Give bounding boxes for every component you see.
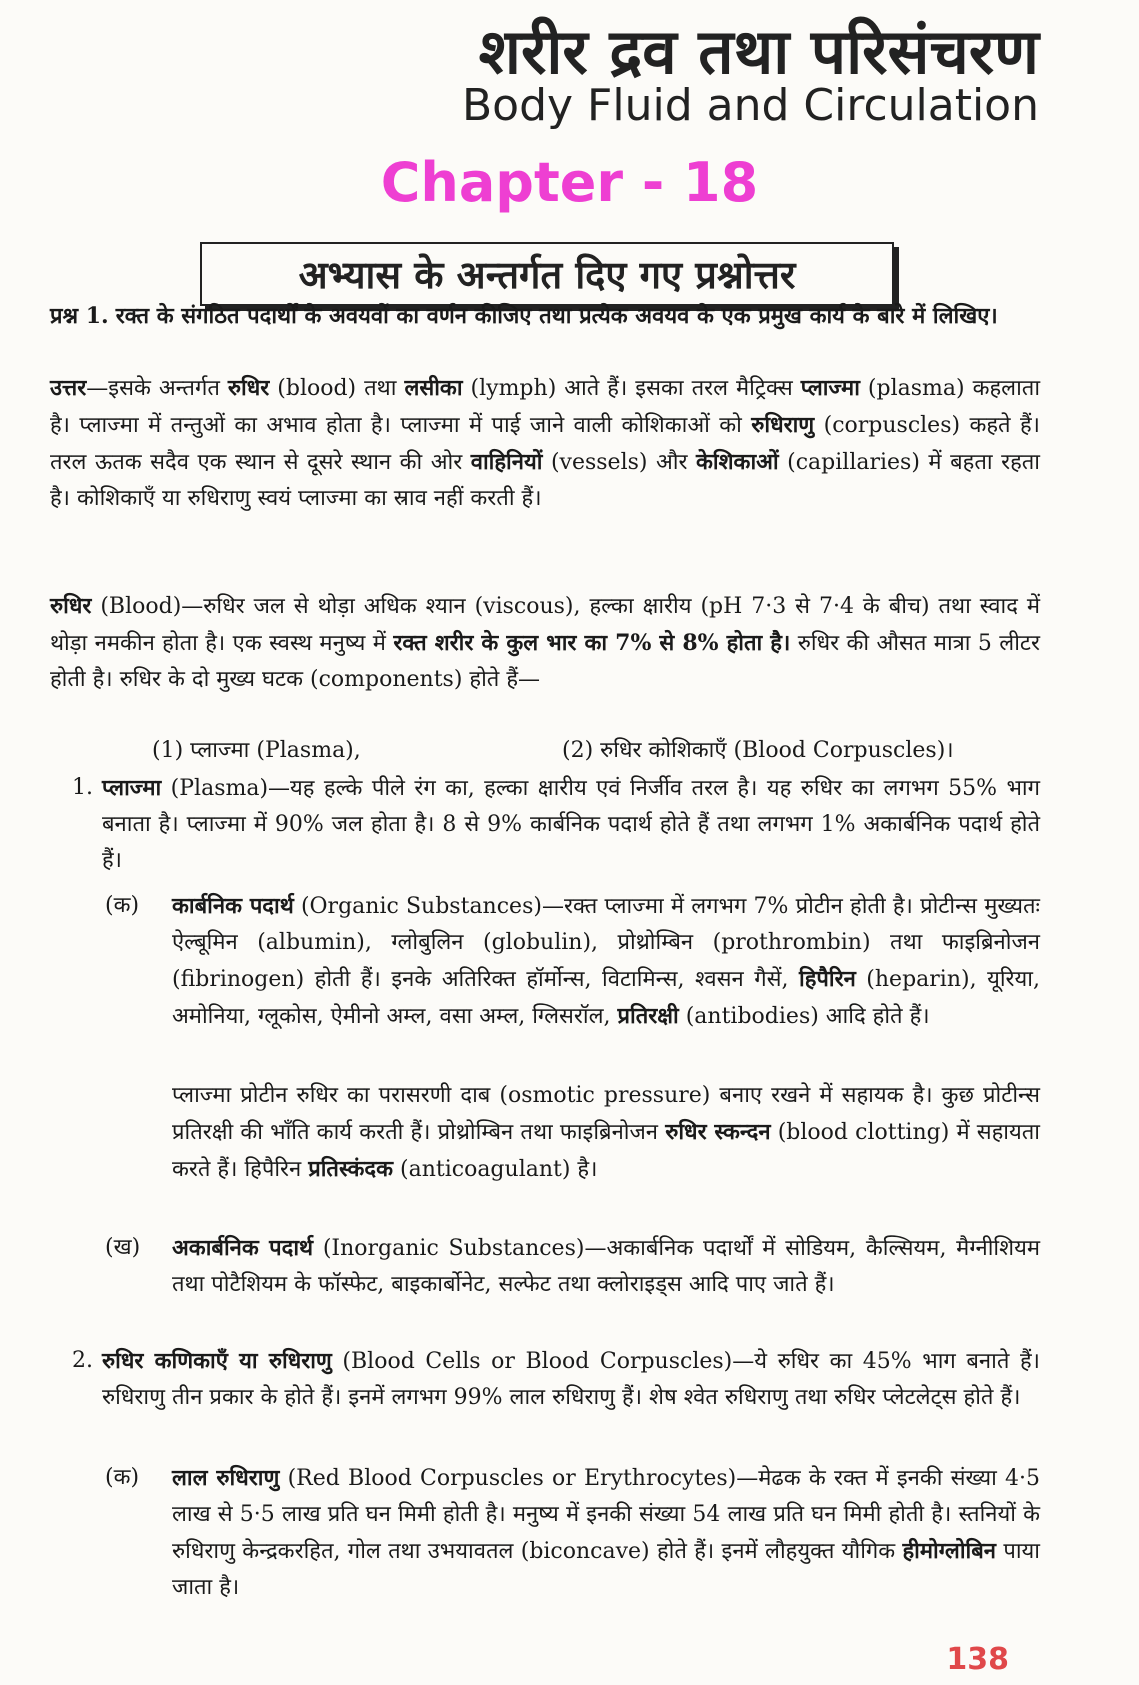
component-1: (1) प्लाज्मा (Plasma), [152, 738, 361, 763]
text-run: (Red Blood Corpuscles or Erythrocytes)—मेढक के रक्त में इनकी संख्या 4·5 लाख से 5·5 लाख प्रति घन मिमी होती है। मनुष्य में इनकी संख्या 54 लाख प्रति घन मिमी होती है। स्तनियों के रुधिराणु केन्द्रकरहित, गोल तथा उभयावतल (biconcave) होते हैं। इनमें लौहयुक्त यौगिक [172, 1466, 1041, 1564]
text-run: (vessels) और [542, 450, 696, 475]
item-number-1: 1. [72, 775, 93, 800]
plasma-paragraph [102, 770, 1040, 879]
text-run: (corpuscles) कहते हैं। तरल ऊतक सदैव एक स्थान से दूसरे स्थान की ओर [50, 413, 1041, 475]
answer-paragraph [50, 370, 1040, 517]
text-run: (Blood Cells or Blood Corpuscles)—ये रुधिर का 45% भाग बनाते हैं। रुधिराणु तीन प्रकार के होते हैं। इनमें लगभग 99% लाल रुधिराणु हैं। शेष श्वेत रुधिराणु तथा रुधिर प्लेटलेट्स होते हैं। [102, 1349, 1040, 1410]
component-2: (2) रुधिर कोशिकाएँ (Blood Corpuscles)। [562, 738, 954, 763]
text-run: —इसके अन्तर्गत [86, 376, 228, 401]
term: प्रतिरक्षी [617, 1003, 679, 1029]
text-run: (blood) तथा [269, 376, 405, 401]
text-run: (anticoagulant) है। [393, 1157, 598, 1182]
item-number-2: 2. [72, 1348, 93, 1373]
chapter-title-hindi: शरीर द्रव तथा परिसंचरण [478, 15, 1039, 88]
text-run: (Blood)—रुधिर जल से थोड़ा अधिक श्यान (viscous), हल्का क्षारीय (pH 7·3 से 7·4 के बीच) तथा स्वाद में थोड़ा नमकीन होता है। एक स्वस्थ मनुष्य में [50, 594, 1040, 656]
term: रुधिर [50, 593, 92, 619]
text-run: पाया जाता है। [172, 1539, 1040, 1600]
inorganic-paragraph [172, 1230, 1040, 1303]
page-number: 138 [946, 1642, 1009, 1677]
term: कार्बनिक पदार्थ [172, 893, 294, 919]
term: रुधिर कणिकाएँ या रुधिराणु [102, 1348, 332, 1374]
text-run: (lymph) आते हैं। इसका तरल मैट्रिक्स [462, 376, 801, 401]
organic-paragraph [172, 888, 1040, 1035]
sub-label-ka: (क) [105, 893, 140, 918]
sub-label-ka-rbc: (क) [105, 1465, 140, 1490]
term: रुधिर स्कन्दन [665, 1119, 771, 1145]
term: प्लाज्मा [102, 775, 162, 801]
term: हीमोग्लोबिन [902, 1538, 997, 1564]
text-run: (capillaries) में बहता रहता है। कोशिकाएँ या रुधिराणु स्वयं प्लाज्मा का स्राव नहीं करती हैं। [50, 450, 1040, 511]
answer-label: उत्तर [50, 375, 87, 401]
sub-label-kha: (ख) [105, 1235, 141, 1260]
text-run: (heparin), यूरिया, अमोनिया, ग्लूकोस, ऐमीनो अम्ल, वसा अम्ल, ग्लिसरॉल, [172, 967, 1040, 1029]
text-run: प्लाज्मा प्रोटीन रुधिर का परासरणी दाब (osmotic pressure) बनाए रखने में सहायक है। कुछ प्रोटीन्स प्रतिरक्षी की भाँति कार्य करती हैं। प्रोथ्रोम्बिन तथा फाइब्रिनोजन [172, 1083, 1040, 1145]
term: केशिकाओं [696, 449, 779, 475]
term: रुधिराणु [751, 412, 815, 438]
text-run: (antibodies) आदि होते हैं। [678, 1004, 930, 1029]
term: प्रतिस्कंदक [308, 1156, 394, 1182]
question-1 [50, 298, 1139, 335]
text-run: (Organic Substances)—रक्त प्लाज्मा में लगभग 7% प्रोटीन होती है। प्रोटीन्स मुख्यतः ऐल्बूमिन (albumin), ग्लोबुलिन (globulin), प्रोथ्रोम्बिन (prothrombin) तथा फाइब्रिनोजन (fibrinogen) होती हैं। इनके अतिरिक्त हॉर्मोन्स, विटामिन्स, श्वसन गैसें, [172, 894, 1040, 992]
rbc-paragraph [172, 1460, 1040, 1606]
term: अकार्बनिक पदार्थ [172, 1235, 314, 1261]
text-run: (blood clotting) में सहायता करते हैं। हिपैरिन [172, 1120, 1041, 1182]
blood-paragraph [50, 588, 1040, 698]
chapter-number: Chapter - 18 [380, 151, 759, 214]
term: वाहिनियों [470, 449, 543, 475]
term: हिपैरिन [799, 966, 856, 992]
term: लसीका [404, 375, 463, 401]
question-text: रक्त के संगठित पदार्थों के अवयवों का वर्णन कीजिए तथा प्रत्येक अवयव के एक प्रमुख कार्य के बारे में लिखिए। [115, 303, 998, 329]
term: लाल रुधिराणु [172, 1465, 280, 1491]
text-run: (Inorganic Substances)—अकार्बनिक पदार्थों में सोडियम, कैल्सियम, मैग्नीशियम तथा पोटैशियम के फॉस्फेट, बाइकार्बोनेट, सल्फेट तथा क्लोराइड्स आदि पाए जाते हैं। [172, 1236, 1040, 1297]
text-run: रुधिर की औसत मात्रा 5 लीटर होती है। रुधिर के दो मुख्य घटक (components) होते हैं— [50, 631, 1040, 692]
text-run: (Plasma)—यह हल्के पीले रंग का, हल्का क्षारीय एवं निर्जीव तरल है। यह रुधिर का लगभग 55% भाग बनाता है। प्लाज्मा में 90% जल होता है। 8 से 9% कार्बनिक पदार्थ होते हैं तथा लगभग 1% अकार्बनिक पदार्थ होते हैं। [102, 776, 1040, 873]
chapter-title-english: Body Fluid and Circulation [461, 80, 1039, 131]
term: रक्त शरीर के कुल भार का 7% से 8% होता है। [393, 630, 791, 656]
blood-cells-paragraph [102, 1343, 1040, 1416]
section-heading-box: अभ्यास के अन्तर्गत दिए गए प्रश्नोत्तर [200, 242, 894, 306]
question-label: प्रश्न 1. [50, 303, 109, 329]
text-run: (plasma) कहलाता है। प्लाज्मा में तन्तुओं का अभाव होता है। प्लाज्मा में पाई जाने वाली कोशिकाओं को [50, 376, 1041, 438]
organic-paragraph-2 [172, 1078, 1040, 1188]
term: प्लाज्मा [800, 375, 860, 401]
term: रुधिर [227, 375, 270, 401]
